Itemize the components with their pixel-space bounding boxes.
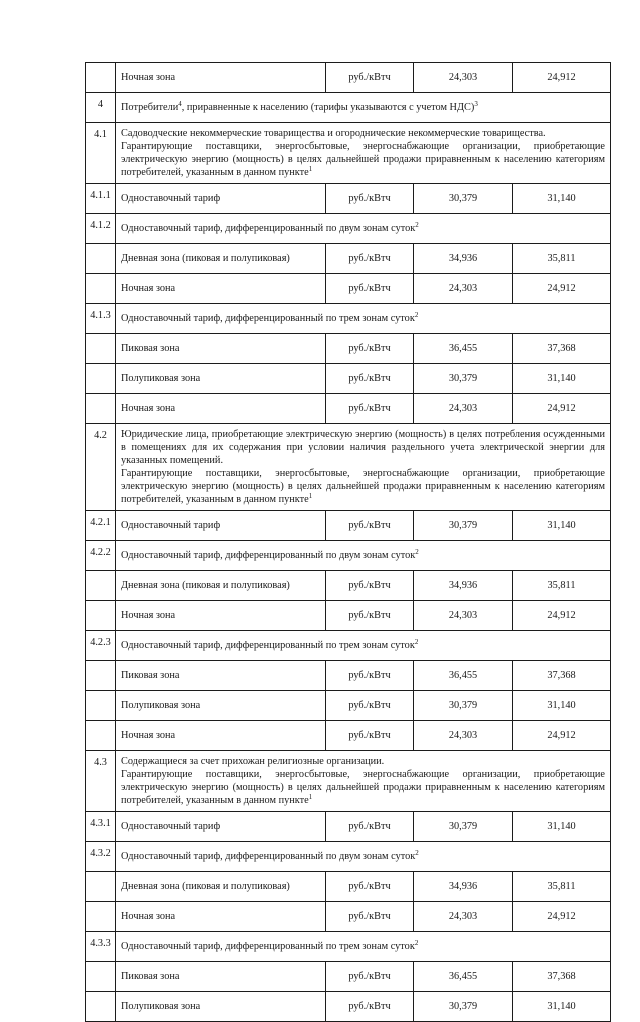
row-number [86,571,116,601]
value-period-1: 34,936 [414,571,513,601]
value-period-2: 31,140 [513,364,611,394]
row-label: Дневная зона (пиковая и полупиковая) [116,244,326,274]
table-row [86,93,611,123]
row-number: 4.3.1 [86,812,116,842]
row-label: Одноставочный тариф [116,184,326,214]
value-period-1: 24,303 [414,721,513,751]
row-unit: руб./кВтч [326,902,414,932]
row-number: 4.2.2 [86,541,116,571]
value-period-2: 37,368 [513,334,611,364]
value-period-2: 24,912 [513,274,611,304]
row-unit: руб./кВтч [326,511,414,541]
section-heading [116,93,611,123]
row-number [86,63,116,93]
description-body-text: Гарантирующие поставщики, энергосбытовые, энергоснабжающие организации, приобретающие электрическую энергию (мощность) в целях дальнейшей продажи приравненным к населению категориям потребителей, указанным в данном пункте [121,468,605,505]
table-row [86,751,611,812]
value-period-2: 31,140 [513,691,611,721]
row-number [86,244,116,274]
footnote-mark: 3 [474,100,478,108]
table-row [86,63,611,93]
table-row [86,334,611,364]
row-label: Полупиковая зона [116,992,326,1022]
table-row [86,932,611,962]
description-title: Юридические лица, приобретающие электрическую энергию (мощность) в целях потребления осужденными в помещениях для их содержания при условии наличия раздельного учета электрической энергии для указанных помещений. [121,429,605,466]
row-number [86,691,116,721]
description-body-text: Гарантирующие поставщики, энергосбытовые, энергоснабжающие организации, приобретающие электрическую энергию (мощность) в целях дальнейшей продажи приравненным к населению категориям потребителей, указанным в данном пункте [121,141,605,178]
row-unit: руб./кВтч [326,244,414,274]
footnote-mark: 2 [415,849,419,857]
heading-text: Потребители [121,102,179,113]
value-period-2: 35,811 [513,244,611,274]
description-body [121,140,605,179]
table-row [86,214,611,244]
table-row [86,511,611,541]
row-number: 4.3.2 [86,842,116,872]
row-unit: руб./кВтч [326,571,414,601]
row-unit: руб./кВтч [326,661,414,691]
table-row [86,394,611,424]
value-period-1: 24,303 [414,394,513,424]
row-label: Полупиковая зона [116,691,326,721]
footnote-mark: 2 [415,548,419,556]
row-label: Ночная зона [116,601,326,631]
table-row [86,123,611,184]
section-heading [116,214,611,244]
table-row [86,184,611,214]
row-number: 4.1 [86,123,116,184]
row-unit: руб./кВтч [326,184,414,214]
row-number [86,601,116,631]
value-period-1: 34,936 [414,244,513,274]
row-label: Ночная зона [116,902,326,932]
heading-text: Одноставочный тариф, дифференцированный по двум зонам суток [121,223,416,234]
value-period-2: 24,912 [513,902,611,932]
footnote-mark: 2 [414,939,419,947]
row-number [86,992,116,1022]
row-label: Дневная зона (пиковая и полупиковая) [116,571,326,601]
footnote-mark: 1 [308,165,313,173]
value-period-2: 37,368 [513,962,611,992]
value-period-2: 24,912 [513,63,611,93]
table-row [86,244,611,274]
table-row [86,424,611,511]
row-label: Одноставочный тариф [116,812,326,842]
description-title: Садоводческие некоммерческие товарищества и огороднические некоммерческие товарищества. [121,128,546,139]
row-label: Дневная зона (пиковая и полупиковая) [116,872,326,902]
section-description [116,424,611,511]
heading-text: Одноставочный тариф, дифференцированный по трем зонам суток [121,941,415,952]
row-unit: руб./кВтч [326,274,414,304]
value-period-2: 37,368 [513,661,611,691]
row-label: Полупиковая зона [116,364,326,394]
table-row [86,842,611,872]
row-number [86,902,116,932]
row-label: Пиковая зона [116,962,326,992]
row-number [86,962,116,992]
value-period-1: 36,455 [414,962,513,992]
row-unit: руб./кВтч [326,872,414,902]
row-label: Ночная зона [116,274,326,304]
row-label: Ночная зона [116,63,326,93]
row-label: Ночная зона [116,394,326,424]
row-number: 4.2.3 [86,631,116,661]
row-unit: руб./кВтч [326,334,414,364]
row-number [86,721,116,751]
row-number: 4.3.3 [86,932,116,962]
footnote-mark: 2 [414,311,419,319]
row-unit: руб./кВтч [326,721,414,751]
row-unit: руб./кВтч [326,812,414,842]
heading-text: Одноставочный тариф, дифференцированный по трем зонам суток [121,640,415,651]
row-number [86,334,116,364]
description-body [121,467,605,506]
value-period-1: 30,379 [414,364,513,394]
value-period-2: 31,140 [513,184,611,214]
description-title: Содержащиеся за счет прихожан религиозные организации. [121,756,385,767]
value-period-2: 35,811 [513,872,611,902]
footnote-mark: 2 [415,221,419,229]
section-heading [116,842,611,872]
table-row [86,601,611,631]
value-period-2: 24,912 [513,394,611,424]
value-period-2: 31,140 [513,812,611,842]
table-row [86,902,611,932]
table-row [86,872,611,902]
value-period-1: 30,379 [414,812,513,842]
value-period-1: 30,379 [414,691,513,721]
value-period-1: 24,303 [414,63,513,93]
heading-text: Одноставочный тариф, дифференцированный по двум зонам суток [121,550,416,561]
row-unit: руб./кВтч [326,394,414,424]
table-row [86,992,611,1022]
value-period-1: 30,379 [414,992,513,1022]
section-description [116,751,611,812]
value-period-2: 24,912 [513,721,611,751]
row-label: Одноставочный тариф [116,511,326,541]
table-row [86,304,611,334]
value-period-1: 24,303 [414,601,513,631]
table-row [86,631,611,661]
table-row [86,661,611,691]
footnote-mark: 1 [308,793,313,801]
row-number: 4 [86,93,116,123]
value-period-1: 36,455 [414,661,513,691]
value-period-1: 36,455 [414,334,513,364]
tariff-table [85,62,611,1022]
row-label: Пиковая зона [116,334,326,364]
tariff-table-body [86,63,611,1022]
row-unit: руб./кВтч [326,601,414,631]
row-number: 4.1.1 [86,184,116,214]
heading-text-cont: , приравненные к населению (тарифы указываются с учетом НДС) [181,102,475,113]
description-body [121,768,605,807]
value-period-1: 24,303 [414,902,513,932]
section-heading [116,304,611,334]
footnote-mark: 4 [178,100,182,108]
table-row [86,721,611,751]
table-row [86,691,611,721]
section-heading [116,541,611,571]
row-number: 4.2 [86,424,116,511]
table-row [86,364,611,394]
heading-text: Одноставочный тариф, дифференцированный по двум зонам суток [121,851,416,862]
row-number: 4.3 [86,751,116,812]
value-period-1: 24,303 [414,274,513,304]
value-period-2: 31,140 [513,511,611,541]
table-row [86,812,611,842]
value-period-2: 31,140 [513,992,611,1022]
row-number: 4.2.1 [86,511,116,541]
row-number [86,274,116,304]
section-description [116,123,611,184]
value-period-2: 35,811 [513,571,611,601]
row-unit: руб./кВтч [326,962,414,992]
row-unit: руб./кВтч [326,63,414,93]
description-body-text: Гарантирующие поставщики, энергосбытовые, энергоснабжающие организации, приобретающие электрическую энергию (мощность) в целях дальнейшей продажи приравненным к населению категориям потребителей, указанным в данном пункте [121,769,605,806]
row-unit: руб./кВтч [326,992,414,1022]
row-number [86,661,116,691]
table-row [86,962,611,992]
value-period-1: 30,379 [414,511,513,541]
value-period-2: 24,912 [513,601,611,631]
row-unit: руб./кВтч [326,364,414,394]
value-period-1: 34,936 [414,872,513,902]
value-period-1: 30,379 [414,184,513,214]
heading-text: Одноставочный тариф, дифференцированный по трем зонам суток [121,313,415,324]
section-heading [116,932,611,962]
row-number: 4.1.3 [86,304,116,334]
row-number: 4.1.2 [86,214,116,244]
row-label: Пиковая зона [116,661,326,691]
row-unit: руб./кВтч [326,691,414,721]
table-row [86,541,611,571]
row-number [86,394,116,424]
row-number [86,364,116,394]
table-row [86,274,611,304]
row-number [86,872,116,902]
section-heading [116,631,611,661]
table-row [86,571,611,601]
footnote-mark: 2 [414,638,419,646]
row-label: Ночная зона [116,721,326,751]
footnote-mark: 1 [308,492,313,500]
